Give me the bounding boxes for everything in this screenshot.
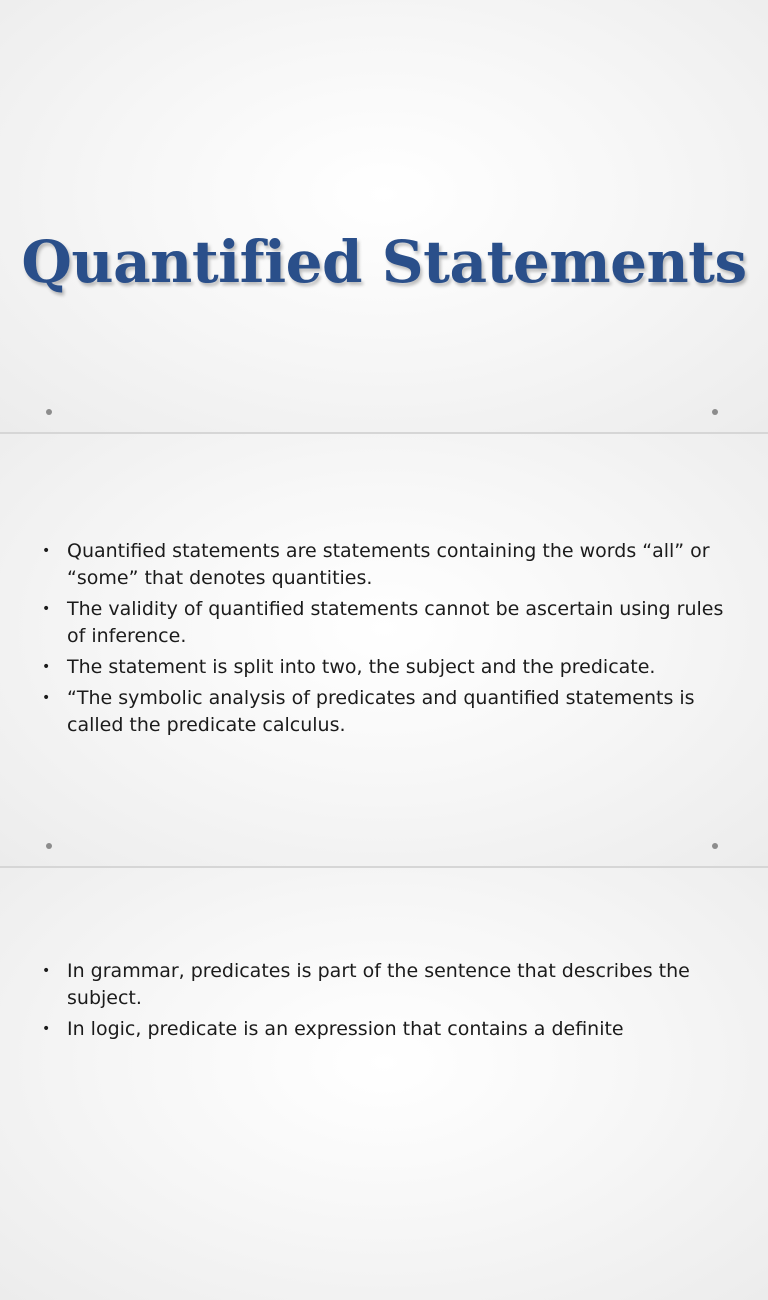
- slide-1: [0, 0, 768, 432]
- bullet-item: • Quantified statements are statements containing the words “all” or “some” that denotes quantities.: [42, 538, 732, 592]
- bullet-list: [42, 958, 732, 1047]
- slide-corner-dot-right: [712, 843, 718, 849]
- bullet-item: • In logic, predicate is an expression that contains a definite: [42, 1016, 732, 1043]
- bullet-item: • The validity of quantified statements cannot be ascertain using rules of inference.: [42, 596, 732, 650]
- slide-corner-dot-left: [46, 409, 52, 415]
- bullet-item: • “The symbolic analysis of predicates and quantified statements is called the predicate calculus.: [42, 685, 732, 739]
- slide-2: [0, 434, 768, 866]
- slide-corner-dot-right: [712, 409, 718, 415]
- bullet-list: [42, 538, 732, 743]
- bullet-item: • The statement is split into two, the subject and the predicate.: [42, 654, 732, 681]
- slide-title: Quantified Statements: [21, 228, 747, 296]
- bullet-item: • In grammar, predicates is part of the sentence that describes the subject.: [42, 958, 732, 1012]
- slide-3: [0, 868, 768, 1300]
- slide-corner-dot-left: [46, 843, 52, 849]
